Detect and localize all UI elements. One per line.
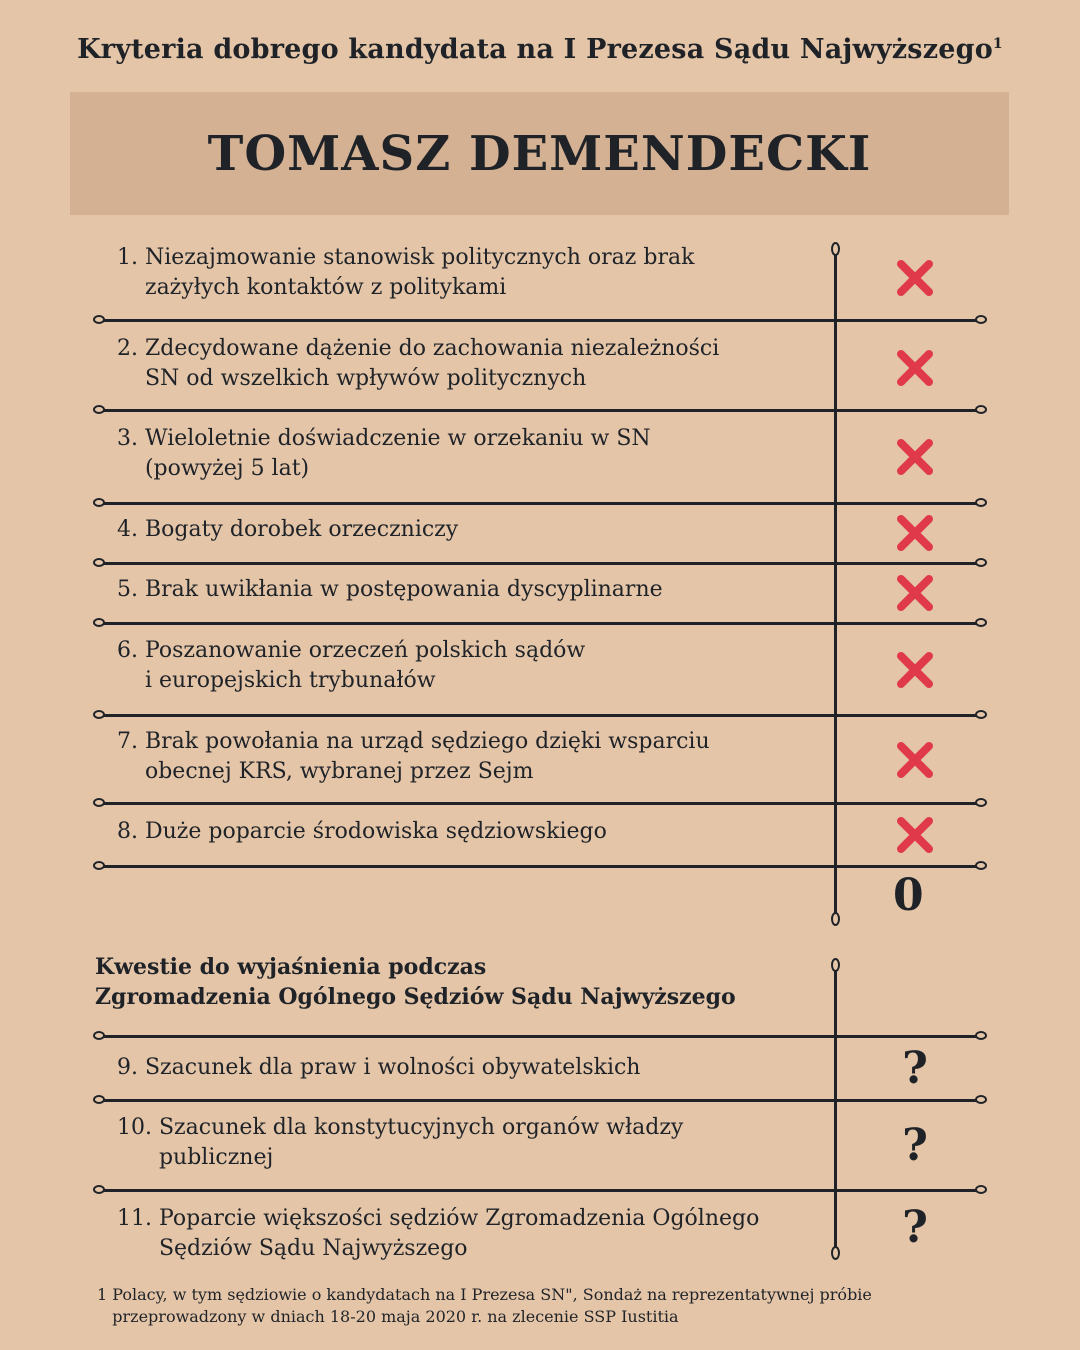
question-mark-icon: ?	[902, 1201, 928, 1253]
page-title	[0, 34, 1080, 65]
section-title: Kwestie do wyjaśnienia podczas Zgromadzenia Ogólnego Sędziów Sądu Najwyższego	[95, 954, 736, 1010]
candidate-banner	[70, 92, 1009, 215]
row-divider	[97, 622, 979, 625]
cross-icon	[890, 645, 940, 695]
row-divider	[97, 319, 979, 322]
criterion-text: 3. Wieloletnie doświadczenie w orzekaniu w SN (powyżej 5 lat)	[117, 426, 651, 481]
cross-icon	[890, 253, 940, 303]
row-divider	[97, 562, 979, 565]
score: 0	[893, 870, 924, 921]
criterion-text: 1. Niezajmowanie stanowisk politycznych oraz brak zażyłych kontaktów z politykami	[117, 245, 695, 300]
cross-icon	[890, 432, 940, 482]
vertical-divider	[834, 248, 837, 920]
vertical-divider	[834, 964, 837, 1254]
footnote-ref: 1	[992, 36, 1003, 52]
cross-icon	[890, 810, 940, 860]
row-divider	[97, 1189, 979, 1192]
row-divider	[97, 802, 979, 805]
criterion-text: 7. Brak powołania na urząd sędziego dzięki wsparciu obecnej KRS, wybranej przez Sejm	[117, 729, 710, 784]
title-text: Kryteria dobrego kandydata na I Prezesa Sądu Najwyższego	[77, 34, 993, 65]
question-text: 10. Szacunek dla konstytucyjnych organów władzy publicznej	[117, 1115, 684, 1170]
criterion-text: 6. Poszanowanie orzeczeń polskich sądów i europejskich trybunałów	[117, 638, 586, 693]
criterion-text: 5. Brak uwikłania w postępowania dyscyplinarne	[117, 577, 663, 602]
cross-icon	[890, 343, 940, 393]
cross-icon	[890, 508, 940, 558]
footnote: 1 Polacy, w tym sędziowie o kandydatach na I Prezesa SN", Sondaż na reprezentatywnej próbie przeprowadzony w dniach 18-20 maja 2020 r. na zlecenie SSP Iustitia	[97, 1285, 872, 1326]
row-divider	[97, 1099, 979, 1102]
row-divider	[97, 502, 979, 505]
cross-icon	[890, 568, 940, 618]
criterion-text: 8. Duże poparcie środowiska sędziowskiego	[117, 819, 607, 844]
cross-icon	[890, 735, 940, 785]
question-text: 9. Szacunek dla praw i wolności obywatelskich	[117, 1055, 641, 1080]
question-text: 11. Poparcie większości sędziów Zgromadzenia Ogólnego Sędziów Sądu Najwyższego	[117, 1206, 760, 1261]
criterion-text: 2. Zdecydowane dążenie do zachowania niezależności SN od wszelkich wpływów politycznych	[117, 336, 720, 391]
candidate-name: TOMASZ DEMENDECKI	[207, 125, 872, 182]
question-mark-icon: ?	[902, 1119, 928, 1171]
row-divider	[97, 409, 979, 412]
question-mark-icon: ?	[902, 1042, 928, 1094]
row-divider	[97, 714, 979, 717]
row-divider	[97, 1035, 979, 1038]
row-divider	[97, 865, 979, 868]
criterion-text: 4. Bogaty dorobek orzeczniczy	[117, 517, 459, 542]
